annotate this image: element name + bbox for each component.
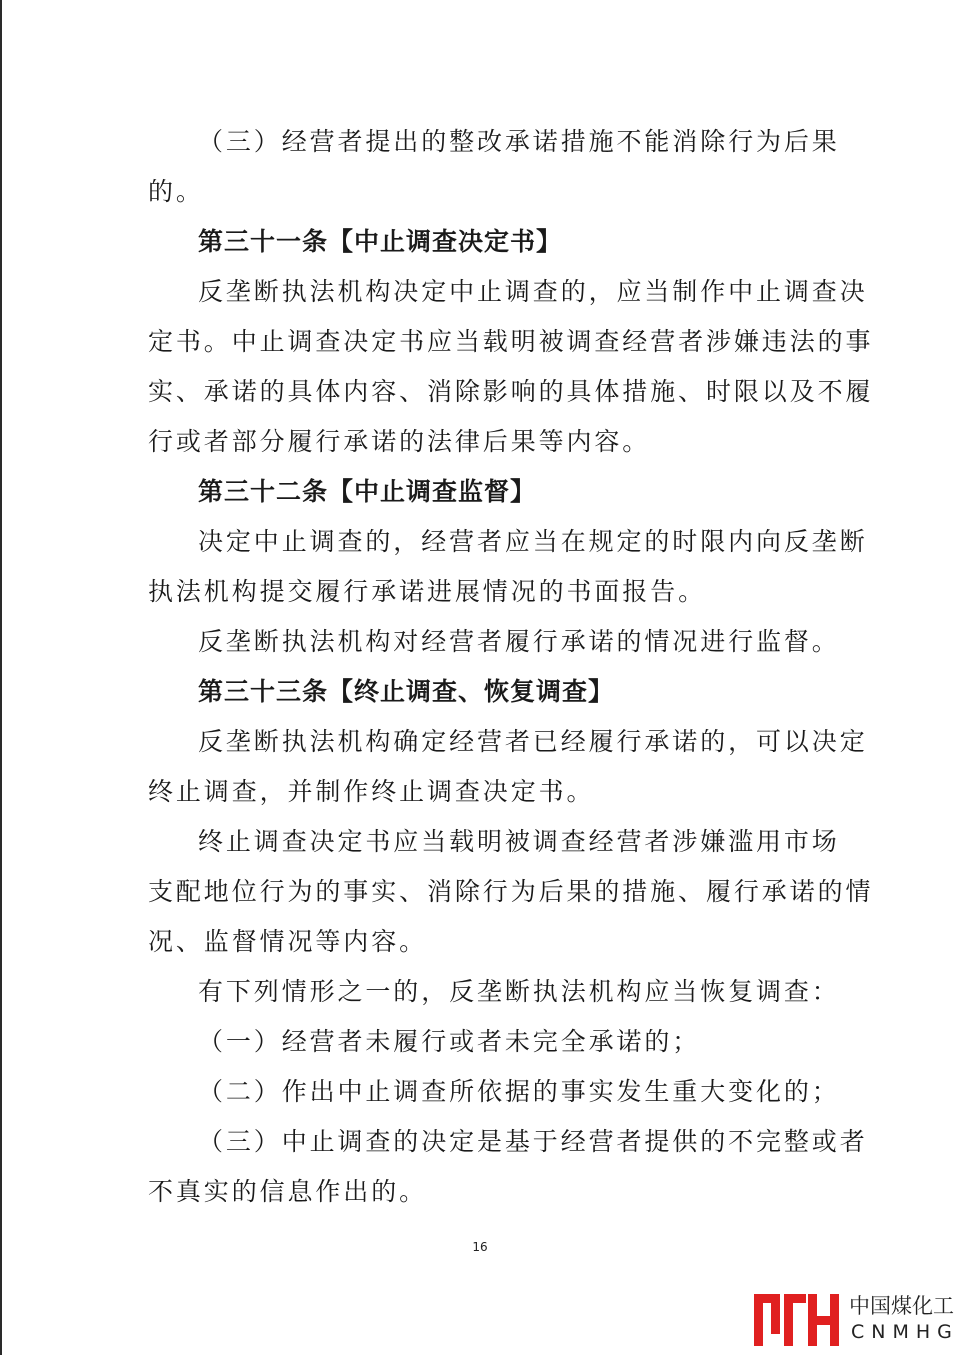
paragraph-line: 反垄断执法机构确定经营者已经履行承诺的，可以决定 <box>198 727 868 756</box>
article-heading: 第三十二条【中止调查监督】 <box>198 477 537 506</box>
paragraph-line: 不真实的信息作出的。 <box>148 1177 428 1206</box>
paragraph-line: 反垄断执法机构决定中止调查的，应当制作中止调查决 <box>198 277 868 306</box>
cnmhg-logo-icon <box>752 1290 842 1348</box>
article-heading: 第三十一条【中止调查决定书】 <box>198 227 563 256</box>
page-left-border <box>0 0 2 1355</box>
paragraph-line: 有下列情形之一的，反垄断执法机构应当恢复调查： <box>198 977 840 1006</box>
watermark-logo <box>752 1288 957 1350</box>
paragraph-line: 支配地位行为的事实、消除行为后果的措施、履行承诺的情 <box>148 877 874 906</box>
logo-stroke <box>830 1294 839 1346</box>
paragraph-line: （二）作出中止调查所依据的事实发生重大变化的； <box>198 1077 840 1106</box>
document-body <box>148 117 874 1217</box>
paragraph-line: 的。 <box>148 177 204 206</box>
paragraph-line: （三）中止调查的决定是基于经营者提供的不完整或者 <box>198 1127 868 1156</box>
paragraph-line: （三）经营者提出的整改承诺措施不能消除行为后果 <box>198 127 840 156</box>
logo-stroke <box>784 1294 806 1303</box>
watermark-name-en: CNMHG <box>851 1321 959 1343</box>
paragraph-line: 定书。中止调查决定书应当载明被调查经营者涉嫌违法的事 <box>148 327 874 356</box>
watermark-name-cn: 中国煤化工 <box>849 1294 954 1318</box>
paragraph-line: 况、监督情况等内容。 <box>148 927 428 956</box>
paragraph-line: 决定中止调查的，经营者应当在规定的时限内向反垄断 <box>198 527 868 556</box>
paragraph-line: 实、承诺的具体内容、消除影响的具体措施、时限以及不履 <box>148 377 874 406</box>
paragraph-line: 执法机构提交履行承诺进展情况的书面报告。 <box>148 577 707 606</box>
logo-stroke <box>771 1294 780 1334</box>
paragraph-line: （一）经营者未履行或者未完全承诺的； <box>198 1027 701 1056</box>
paragraph-line: 反垄断执法机构对经营者履行承诺的情况进行监督。 <box>198 627 840 656</box>
page-number: 16 <box>472 1240 488 1254</box>
paragraph-line: 终止调查，并制作终止调查决定书。 <box>148 777 595 806</box>
paragraph-line: 终止调查决定书应当载明被调查经营者涉嫌滥用市场 <box>198 827 840 856</box>
article-heading: 第三十三条【终止调查、恢复调查】 <box>198 677 615 706</box>
paragraph-line: 行或者部分履行承诺的法律后果等内容。 <box>148 427 651 456</box>
